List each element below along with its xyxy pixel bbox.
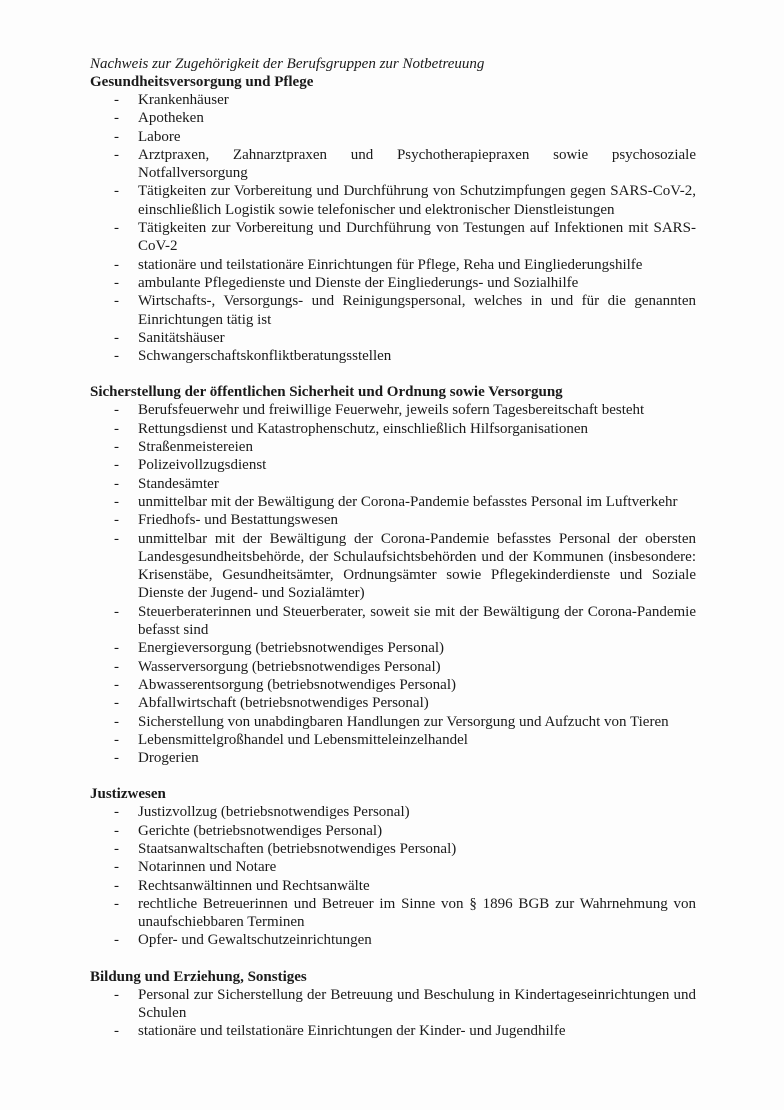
- list-item: [90, 182, 696, 219]
- bullet-dash: -: [114, 420, 119, 437]
- list-item-text: Rettungsdienst und Katastrophenschutz, einschließlich Hilfsorganisationen: [138, 420, 589, 437]
- list-item: [90, 986, 696, 1023]
- bullet-dash: -: [114, 530, 119, 547]
- list-item: [90, 931, 696, 949]
- list-item-text: Abfallwirtschaft (betriebsnotwendiges Personal): [138, 695, 429, 712]
- list-item: [90, 219, 696, 256]
- bullet-dash: -: [114, 220, 119, 237]
- sections-container: [90, 73, 696, 1041]
- list-item-text: Rechtsanwältinnen und Rechtsanwälte: [138, 877, 370, 894]
- list-item-text: Polizeivollzugsdienst: [138, 457, 267, 474]
- bullet-dash: -: [114, 986, 119, 1003]
- bullet-dash: -: [114, 183, 119, 200]
- section-heading: Sicherstellung der öffentlichen Sicherheit und Ordnung sowie Versorgung: [90, 384, 563, 401]
- list-item: [90, 475, 696, 493]
- list-item: [90, 274, 696, 292]
- bullet-dash: -: [114, 640, 119, 657]
- list-item: [90, 749, 696, 767]
- list-item: [90, 493, 696, 511]
- document-title: Nachweis zur Zugehörigkeit der Berufsgruppen zur Notbetreuung: [90, 56, 485, 72]
- section-list: [90, 91, 696, 365]
- list-item-text: Opfer- und Gewaltschutzeinrichtungen: [138, 932, 372, 949]
- list-item-text: Wirtschafts-, Versorgungs- und Reinigungspersonal, welches in und für die genannten Einrichtungen tätig ist: [138, 293, 696, 328]
- list-item-text: Berufsfeuerwehr und freiwillige Feuerwehr, jeweils sofern Tagesbereitschaft besteht: [138, 402, 645, 419]
- list-item-text: Energieversorgung (betriebsnotwendiges Personal): [138, 640, 445, 657]
- list-item-text: Personal zur Sicherstellung der Betreuung und Beschulung in Kindertageseinrichtungen und Schulen: [138, 986, 696, 1022]
- list-item: [90, 109, 696, 127]
- list-item: [90, 1022, 696, 1040]
- list-item: [90, 713, 696, 731]
- list-item: [90, 840, 696, 858]
- list-item: [90, 401, 696, 419]
- section-list: [90, 401, 696, 767]
- list-item-text: unmittelbar mit der Bewältigung der Corona-Pandemie befasstes Personal der obersten Landesgesundheitsbehörde, der Schulaufsichtsbehörden und der Kommunen (insbesondere: Krisenstäbe, Gesundheitsämter, Ordnungsämter sowie Pflegekinderdienste und Soziale Dienste der Jugend- und Sozialämter): [138, 530, 696, 602]
- bullet-dash: -: [114, 822, 119, 839]
- bullet-dash: -: [114, 274, 119, 291]
- list-item: [90, 347, 696, 365]
- section-2: [90, 785, 696, 949]
- list-item: [90, 530, 696, 603]
- bullet-dash: -: [114, 676, 119, 693]
- list-item-text: stationäre und teilstationäre Einrichtungen der Kinder- und Jugendhilfe: [138, 1023, 566, 1040]
- list-item: [90, 329, 696, 347]
- list-item: [90, 694, 696, 712]
- bullet-dash: -: [114, 493, 119, 510]
- list-item-text: Schwangerschaftskonfliktberatungsstellen: [138, 348, 392, 365]
- section-0: [90, 73, 696, 365]
- list-item: [90, 803, 696, 821]
- bullet-dash: -: [114, 750, 119, 767]
- section-1: [90, 383, 696, 767]
- bullet-dash: -: [114, 92, 119, 108]
- bullet-dash: -: [114, 603, 119, 620]
- bullet-dash: -: [114, 402, 119, 419]
- bullet-dash: -: [114, 329, 119, 346]
- list-item: [90, 731, 696, 749]
- list-item: [90, 292, 696, 329]
- bullet-dash: -: [114, 932, 119, 949]
- list-item-text: Lebensmittelgroßhandel und Lebensmitteleinzelhandel: [138, 731, 468, 748]
- list-item-text: Labore: [138, 128, 181, 145]
- bullet-dash: -: [114, 293, 119, 310]
- list-item: [90, 511, 696, 529]
- section-list: [90, 803, 696, 949]
- list-item-text: ambulante Pflegedienste und Dienste der Eingliederungs- und Sozialhilfe: [138, 274, 579, 291]
- section-heading: Bildung und Erziehung, Sonstiges: [90, 968, 307, 985]
- list-item: [90, 639, 696, 657]
- bullet-dash: -: [114, 895, 119, 912]
- list-item: [90, 438, 696, 456]
- list-item-text: Drogerien: [138, 750, 199, 767]
- list-item-text: Tätigkeiten zur Vorbereitung und Durchführung von Testungen auf Infektionen mit SARS-CoV-2: [138, 220, 696, 255]
- list-item-text: unmittelbar mit der Bewältigung der Corona-Pandemie befasstes Personal im Luftverkehr: [138, 493, 678, 510]
- document-content: [90, 55, 696, 1041]
- bullet-dash: -: [114, 840, 119, 857]
- section-list: [90, 986, 696, 1041]
- section-heading: Justizwesen: [90, 786, 166, 803]
- list-item-text: Sicherstellung von unabdingbaren Handlungen zur Versorgung und Aufzucht von Tieren: [138, 713, 669, 730]
- list-item-text: Tätigkeiten zur Vorbereitung und Durchführung von Schutzimpfungen gegen SARS-CoV-2, einschließlich Logistik sowie telefonischer und elektronischer Dienstleistungen: [138, 183, 696, 218]
- list-item-text: stationäre und teilstationäre Einrichtungen für Pflege, Reha und Eingliederungshilfe: [138, 256, 643, 273]
- list-item: [90, 676, 696, 694]
- list-item: [90, 658, 696, 676]
- list-item-text: Arztpraxen, Zahnarztpraxen und Psychotherapiepraxen sowie psychosoziale Notfallversorgung: [138, 146, 696, 182]
- bullet-dash: -: [114, 475, 119, 492]
- list-item: [90, 128, 696, 146]
- bullet-dash: -: [114, 1023, 119, 1040]
- list-item-text: Friedhofs- und Bestattungswesen: [138, 512, 338, 529]
- list-item: [90, 895, 696, 932]
- bullet-dash: -: [114, 110, 119, 127]
- list-item-text: Krankenhäuser: [138, 92, 229, 108]
- list-item: [90, 858, 696, 876]
- list-item-text: Standesämter: [138, 475, 219, 492]
- bullet-dash: -: [114, 804, 119, 821]
- list-item-text: Straßenmeistereien: [138, 439, 253, 456]
- list-item-text: Sanitätshäuser: [138, 329, 225, 346]
- list-item: [90, 256, 696, 274]
- list-item-text: Staatsanwaltschaften (betriebsnotwendiges Personal): [138, 840, 457, 857]
- bullet-dash: -: [114, 128, 119, 145]
- section-heading: Gesundheitsversorgung und Pflege: [90, 74, 314, 90]
- list-item-text: Notarinnen und Notare: [138, 859, 277, 876]
- bullet-dash: -: [114, 877, 119, 894]
- list-item-text: Apotheken: [138, 110, 204, 127]
- list-item: [90, 146, 696, 183]
- bullet-dash: -: [114, 256, 119, 273]
- section-3: [90, 968, 696, 1041]
- bullet-dash: -: [114, 658, 119, 675]
- list-item-text: Abwasserentsorgung (betriebsnotwendiges Personal): [138, 676, 456, 693]
- bullet-dash: -: [114, 348, 119, 365]
- bullet-dash: -: [114, 731, 119, 748]
- list-item: [90, 877, 696, 895]
- list-item-text: Steuerberaterinnen und Steuerberater, soweit sie mit der Bewältigung der Corona-Pandemie befasst sind: [138, 603, 696, 639]
- list-item-text: Justizvollzug (betriebsnotwendiges Personal): [138, 804, 410, 821]
- bullet-dash: -: [114, 146, 119, 163]
- bullet-dash: -: [114, 695, 119, 712]
- list-item-text: rechtliche Betreuerinnen und Betreuer im Sinne von § 1896 BGB zur Wahrnehmung von unaufschiebbaren Terminen: [138, 895, 696, 931]
- list-item-text: Wasserversorgung (betriebsnotwendiges Personal): [138, 658, 441, 675]
- list-item: [90, 603, 696, 640]
- list-item: [90, 822, 696, 840]
- list-item: [90, 91, 696, 109]
- list-item: [90, 456, 696, 474]
- bullet-dash: -: [114, 713, 119, 730]
- bullet-dash: -: [114, 512, 119, 529]
- bullet-dash: -: [114, 439, 119, 456]
- list-item: [90, 420, 696, 438]
- list-item-text: Gerichte (betriebsnotwendiges Personal): [138, 822, 383, 839]
- bullet-dash: -: [114, 859, 119, 876]
- bullet-dash: -: [114, 457, 119, 474]
